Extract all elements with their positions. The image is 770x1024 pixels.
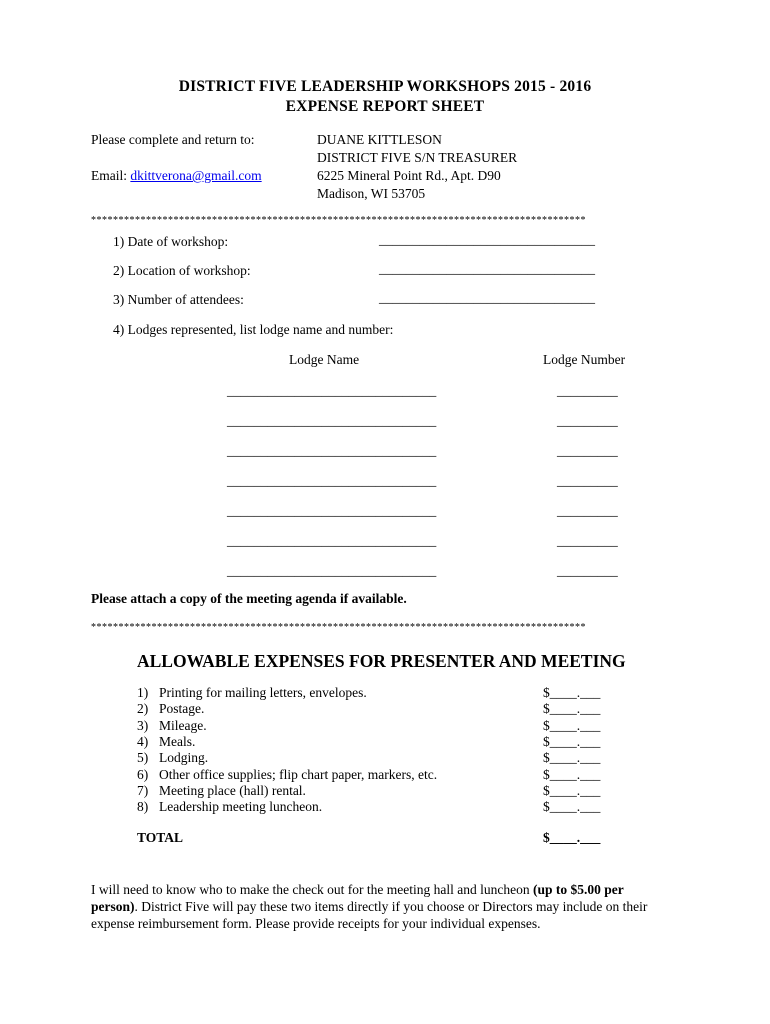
expense-item-number: 7) [137, 782, 149, 798]
lodge-number-field[interactable]: _________ [557, 473, 618, 488]
form-title: DISTRICT FIVE LEADERSHIP WORKSHOPS 2015 - 2016 [178, 78, 592, 95]
expense-item-number: 1) [137, 685, 149, 700]
expense-item-amount[interactable]: $____.___ [543, 799, 601, 815]
email-line [91, 168, 262, 184]
expense-item-amount[interactable]: $____.___ [543, 782, 601, 798]
lodge-number-field[interactable]: _________ [557, 443, 618, 458]
expense-item-number: 6) [137, 766, 149, 782]
expense-item-number: 4) [137, 733, 149, 749]
expense-item-label: Mileage. [159, 717, 207, 733]
return-label: Please complete and return to: [91, 132, 255, 147]
expense-item-number: 3) [137, 717, 149, 733]
expense-item-number: 5) [137, 750, 149, 766]
lodge-number-field[interactable]: _________ [557, 533, 618, 548]
expense-item-amount[interactable]: $____.___ [543, 685, 601, 700]
lodge-number-field[interactable]: _________ [557, 413, 618, 428]
lodge-number-field[interactable]: _________ [557, 503, 618, 518]
question-date-field[interactable]: ________________________________ [379, 232, 595, 247]
expense-item-label: Other office supplies; flip chart paper, markers, etc. [159, 766, 438, 782]
expenses-heading: ALLOWABLE EXPENSES FOR PRESENTER AND MEETING [137, 651, 626, 671]
expense-item-amount[interactable]: $____.___ [543, 701, 601, 717]
expense-item-label: Leadership meeting luncheon. [159, 799, 323, 815]
lodge-number-header: Lodge Number [543, 352, 626, 367]
expense-item-label: Printing for mailing letters, envelopes. [159, 685, 367, 700]
expense-item-amount[interactable]: $____.___ [543, 733, 601, 749]
form-subtitle: EXPENSE REPORT SHEET [285, 98, 485, 115]
address-line-2: DISTRICT FIVE S/N TREASURER [317, 150, 518, 165]
expense-item-label: Postage. [159, 701, 205, 717]
footer-text-1: I will need to know who to make the check out for the meeting hall and luncheon [91, 882, 533, 897]
lodge-name-field[interactable]: _______________________________ [227, 443, 437, 458]
separator-middle: ****************************************************************************************** [91, 622, 586, 633]
lodge-name-field[interactable]: _______________________________ [227, 383, 437, 398]
expense-item-amount[interactable]: $____.___ [543, 766, 601, 782]
question-attendees-label: 3) Number of attendees: [113, 292, 244, 307]
address-line-1: DUANE KITTLESON [317, 132, 442, 147]
attach-note: Please attach a copy of the meeting agenda if available. [91, 591, 407, 606]
expense-item-amount[interactable]: $____.___ [543, 717, 601, 733]
expense-item-number: 8) [137, 799, 149, 815]
lodge-name-field[interactable]: _______________________________ [227, 413, 437, 428]
question-location-field[interactable]: ________________________________ [379, 261, 595, 276]
footer-text-2: . District Five will pay these two items directly if you choose or Directors may include on their expense reimbursement form. Please provide receipts for your individual expenses. [91, 899, 648, 931]
question-attendees-field[interactable]: ________________________________ [379, 290, 595, 305]
question-date-label: 1) Date of workshop: [113, 234, 229, 249]
address-line-4: Madison, WI 53705 [317, 186, 426, 201]
lodge-name-header: Lodge Name [289, 352, 360, 367]
total-amount[interactable]: $____.___ [543, 830, 601, 845]
expense-item-label: Lodging. [159, 750, 209, 766]
total-label: TOTAL [137, 830, 184, 845]
expense-item-number: 2) [137, 701, 149, 717]
footer-note [91, 881, 673, 932]
question-location-label: 2) Location of workshop: [113, 263, 251, 278]
expense-item-amount[interactable]: $____.___ [543, 750, 601, 766]
question-lodges-label: 4) Lodges represented, list lodge name and number: [113, 322, 394, 337]
expense-item-label: Meeting place (hall) rental. [159, 782, 306, 798]
lodge-name-field[interactable]: _______________________________ [227, 473, 437, 488]
expense-item-label: Meals. [159, 733, 196, 749]
lodge-name-field[interactable]: _______________________________ [227, 503, 437, 518]
email-label: Email: [91, 168, 131, 183]
lodge-name-field[interactable]: _______________________________ [227, 563, 437, 578]
lodge-name-field[interactable]: _______________________________ [227, 533, 437, 548]
separator-top: ****************************************************************************************** [91, 215, 586, 226]
lodge-number-field[interactable]: _________ [557, 383, 618, 398]
address-line-3: 6225 Mineral Point Rd., Apt. D90 [317, 168, 501, 183]
footer-limit: (up to $5.00 per person) [91, 882, 624, 914]
lodge-number-field[interactable]: _________ [557, 563, 618, 578]
email-link[interactable]: dkittverona@gmail.com [130, 168, 262, 183]
